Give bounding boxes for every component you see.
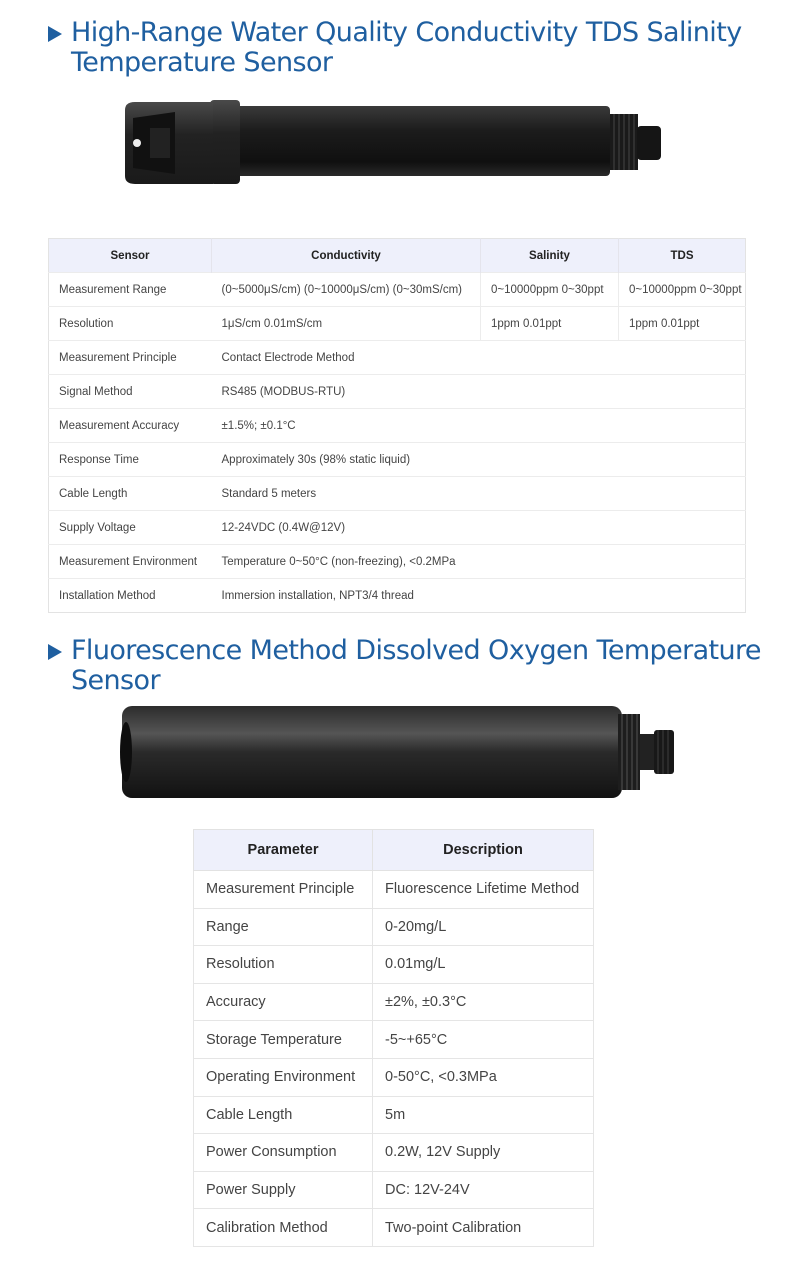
cell-label: Measurement Environment (49, 545, 212, 579)
table-row (194, 1096, 594, 1134)
cell-description: Fluorescence Lifetime Method (373, 871, 594, 909)
cell-description: 0-20mg/L (373, 908, 594, 946)
conductivity-spec-table (48, 238, 746, 613)
table-row (194, 1021, 594, 1059)
cell-description: 0.01mg/L (373, 946, 594, 984)
cell-value: Standard 5 meters (212, 477, 746, 511)
cell-description: -5~+65°C (373, 1021, 594, 1059)
cell-parameter: Resolution (194, 946, 373, 984)
table-row (194, 1209, 594, 1247)
table-row (49, 579, 746, 613)
cell-tds: 1ppm 0.01ppt (619, 307, 746, 341)
table-row (194, 871, 594, 909)
header-description: Description (373, 830, 594, 871)
cell-value: 12-24VDC (0.4W@12V) (212, 511, 746, 545)
table-row (49, 511, 746, 545)
table-header-row (49, 239, 746, 273)
cell-salinity: 0~10000ppm 0~30ppt (481, 273, 619, 307)
cell-description: ±2%, ±0.3°C (373, 983, 594, 1021)
cell-label: Installation Method (49, 579, 212, 613)
cell-description: 0.2W, 12V Supply (373, 1134, 594, 1172)
table-row (194, 1134, 594, 1172)
cell-value: Immersion installation, NPT3/4 thread (212, 579, 746, 613)
play-triangle-icon (48, 26, 62, 42)
cell-parameter: Operating Environment (194, 1058, 373, 1096)
table-row (49, 409, 746, 443)
cell-label: Resolution (49, 307, 212, 341)
cell-label: Response Time (49, 443, 212, 477)
play-triangle-icon (48, 644, 62, 660)
cell-label: Measurement Accuracy (49, 409, 212, 443)
table-row (194, 946, 594, 984)
cell-label: Measurement Range (49, 273, 212, 307)
table-row (49, 443, 746, 477)
table-row (194, 983, 594, 1021)
cell-description: Two-point Calibration (373, 1209, 594, 1247)
cell-value: Approximately 30s (98% static liquid) (212, 443, 746, 477)
section2-title-line2: Sensor (71, 665, 160, 696)
dissolved-oxygen-sensor-image (118, 700, 678, 802)
cell-parameter: Range (194, 908, 373, 946)
cell-tds: 0~10000ppm 0~30ppt (619, 273, 746, 307)
header-parameter: Parameter (194, 830, 373, 871)
conductivity-sensor-image (115, 98, 665, 188)
table-row (49, 341, 746, 375)
cell-parameter: Cable Length (194, 1096, 373, 1134)
table-header-row (194, 830, 594, 871)
cell-description: 5m (373, 1096, 594, 1134)
section2-title (48, 636, 768, 696)
cell-parameter: Calibration Method (194, 1209, 373, 1247)
cell-label: Measurement Principle (49, 341, 212, 375)
table-row (49, 545, 746, 579)
dissolved-oxygen-spec-table (193, 829, 594, 1247)
cell-parameter: Power Supply (194, 1171, 373, 1209)
header-conductivity: Conductivity (212, 239, 481, 273)
cell-parameter: Accuracy (194, 983, 373, 1021)
cell-value: ±1.5%; ±0.1°C (212, 409, 746, 443)
cell-conductivity: (0~5000μS/cm) (0~10000μS/cm) (0~30mS/cm) (212, 273, 481, 307)
section1-title-line1: High-Range Water Quality Conductivity TDS Salinity (71, 17, 742, 48)
table-row (49, 307, 746, 341)
section1-title-line2: Temperature Sensor (71, 47, 333, 78)
cell-parameter: Power Consumption (194, 1134, 373, 1172)
section1-title (48, 18, 768, 78)
header-sensor: Sensor (49, 239, 212, 273)
cell-conductivity: 1μS/cm 0.01mS/cm (212, 307, 481, 341)
cell-value: RS485 (MODBUS-RTU) (212, 375, 746, 409)
table-row (49, 477, 746, 511)
table-row (194, 908, 594, 946)
cell-label: Cable Length (49, 477, 212, 511)
table-row (194, 1058, 594, 1096)
cell-parameter: Storage Temperature (194, 1021, 373, 1059)
cell-salinity: 1ppm 0.01ppt (481, 307, 619, 341)
table-row (49, 273, 746, 307)
cell-description: DC: 12V-24V (373, 1171, 594, 1209)
cell-value: Contact Electrode Method (212, 341, 746, 375)
header-salinity: Salinity (481, 239, 619, 273)
cell-label: Signal Method (49, 375, 212, 409)
cell-description: 0-50°C, <0.3MPa (373, 1058, 594, 1096)
cell-value: Temperature 0~50°C (non-freezing), <0.2MPa (212, 545, 746, 579)
section2-title-line1: Fluorescence Method Dissolved Oxygen Temperature (71, 635, 761, 666)
cell-parameter: Measurement Principle (194, 871, 373, 909)
table-row (194, 1171, 594, 1209)
header-tds: TDS (619, 239, 746, 273)
cell-label: Supply Voltage (49, 511, 212, 545)
table-row (49, 375, 746, 409)
